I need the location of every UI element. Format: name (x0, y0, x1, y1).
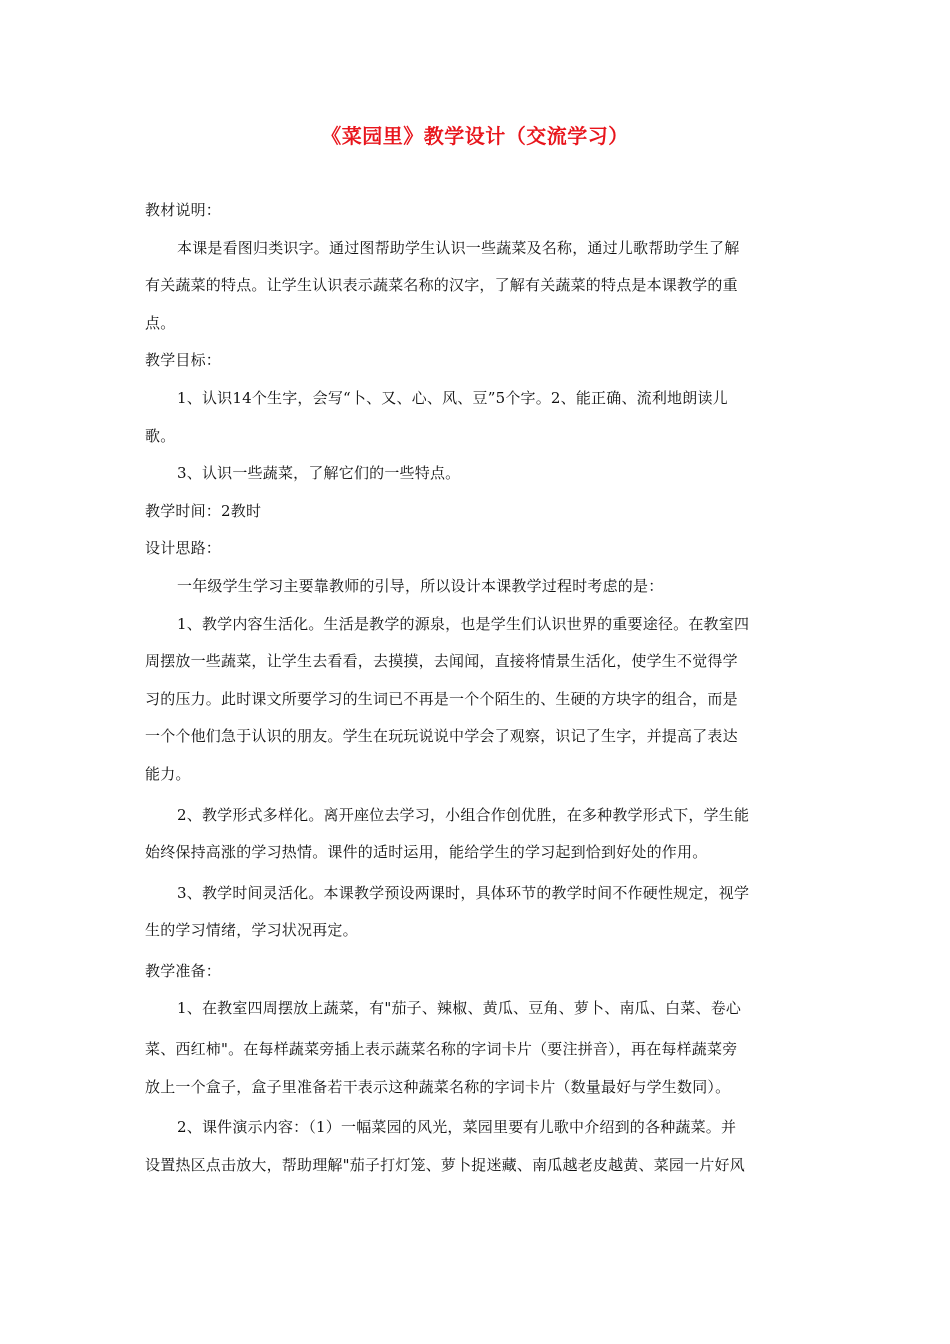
paragraph-line: 2、课件演示内容：（1）一幅菜园的风光，菜园里要有儿歌中介绍到的各种蔬菜。并 (177, 1118, 737, 1137)
paragraph-line: 教学时间：2教时 (145, 501, 262, 520)
paragraph-line: 2、教学形式多样化。离开座位去学习，小组合作创优胜，在多种教学形式下，学生能 (177, 805, 750, 824)
paragraph-line: 本课是看图归类识字。通过图帮助学生认识一些蔬菜及名称，通过儿歌帮助学生了解 (177, 238, 740, 257)
paragraph-line: 1、认识14个生字，会写“卜、又、心、风、豆”5个字。2、能正确、流利地朗读儿 (177, 388, 728, 407)
paragraph-line: 1、教学内容生活化。生活是教学的源泉，也是学生们认识世界的重要途径。在教室四 (177, 614, 750, 633)
paragraph-line: 歌。 (145, 426, 176, 445)
paragraph-line: 3、认识一些蔬菜，了解它们的一些特点。 (177, 464, 461, 483)
paragraph-line: 一年级学生学习主要靠教师的引导，所以设计本课教学过程时考虑的是： (177, 576, 664, 595)
paragraph-line: 教学目标： (145, 351, 222, 370)
paragraph-line: 教学准备： (145, 961, 222, 980)
paragraph-line: 生的学习情绪，学习状况再定。 (145, 921, 358, 940)
paragraph-line: 3、教学时间灵活化。本课教学预设两课时，具体环节的教学时间不作硬性规定，视学 (177, 883, 750, 902)
paragraph-line: 有关蔬菜的特点。让学生认识表示蔬菜名称的汉字，了解有关蔬菜的特点是本课教学的重 (145, 276, 738, 295)
paragraph-line: 周摆放一些蔬菜，让学生去看看，去摸摸，去闻闻，直接将情景生活化，使学生不觉得学 (145, 652, 738, 671)
paragraph-line: 设置热区点击放大，帮助理解"茄子打灯笼、萝卜捉迷藏、南瓜越老皮越黄、菜园一片好风 (145, 1155, 745, 1174)
paragraph-line: 设计思路： (145, 539, 222, 558)
paragraph-line: 能力。 (145, 764, 191, 783)
paragraph-line: 一个个他们急于认识的朋友。学生在玩玩说说中学会了观察，识记了生字，并提高了表达 (145, 727, 738, 746)
paragraph-line: 习的压力。此时课文所要学习的生词已不再是一个个陌生的、生硬的方块字的组合，而是 (145, 689, 738, 708)
paragraph-line: 菜、西红柿"。在每样蔬菜旁插上表示蔬菜名称的字词卡片（要注拼音），再在每样蔬菜旁 (145, 1040, 738, 1059)
document-title: 《菜园里》教学设计（交流学习） (321, 124, 629, 148)
paragraph-line: 点。 (145, 313, 176, 332)
document-body (145, 196, 807, 1188)
paragraph-line: 放上一个盒子，盒子里准备若干表示这种蔬菜名称的字词卡片（数量最好与学生数同）。 (145, 1077, 731, 1096)
paragraph-line: 1、在教室四周摆放上蔬菜，有"茄子、辣椒、黄瓜、豆角、萝卜、南瓜、白菜、卷心 (177, 999, 742, 1018)
paragraph-line: 教材说明： (145, 201, 222, 219)
paragraph-line: 始终保持高涨的学习热情。课件的适时运用，能给学生的学习起到恰到好处的作用。 (145, 843, 708, 862)
